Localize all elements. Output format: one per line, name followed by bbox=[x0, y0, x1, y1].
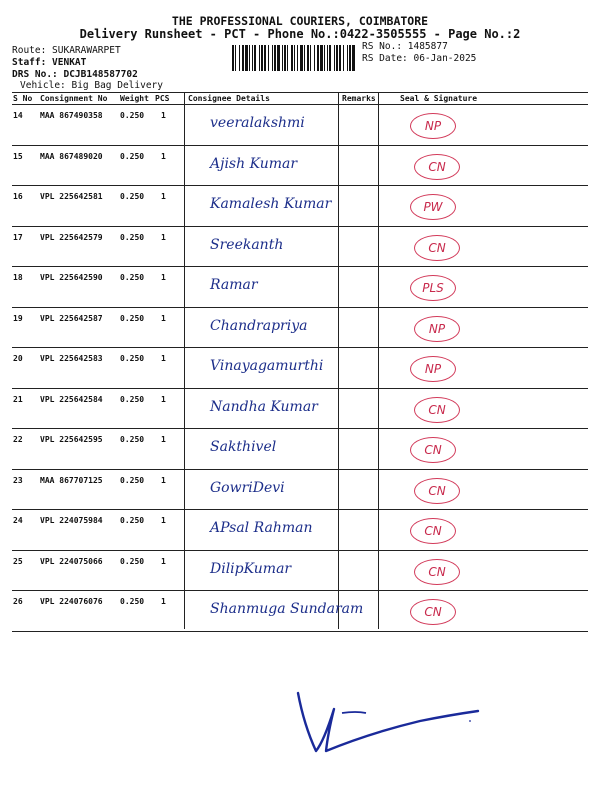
row-weight: 0.250 bbox=[120, 111, 145, 120]
row-divider bbox=[12, 388, 588, 389]
row-seal-mark: CN bbox=[414, 559, 460, 585]
row-weight: 0.250 bbox=[120, 475, 145, 485]
row-pcs: 1 bbox=[161, 597, 166, 606]
row-seal-mark: CN bbox=[414, 235, 460, 261]
row-sno: 16 bbox=[13, 192, 23, 201]
drs-label: DRS No.: DCJB148587702 bbox=[12, 69, 138, 80]
row-consignee-handwritten: veeralakshmi bbox=[210, 115, 305, 131]
table-top-border bbox=[12, 92, 588, 93]
row-consignment-no: VPL 225642583 bbox=[40, 354, 103, 363]
row-seal-mark: PW bbox=[410, 194, 456, 220]
row-weight: 0.250 bbox=[120, 394, 145, 404]
row-sno: 26 bbox=[13, 597, 23, 606]
signature-scribble bbox=[290, 685, 490, 765]
row-seal-mark: PLS bbox=[410, 275, 456, 301]
row-seal-mark: NP bbox=[414, 316, 460, 342]
row-seal-mark: CN bbox=[410, 437, 456, 463]
row-consignee-handwritten: Sreekanth bbox=[210, 236, 284, 253]
row-sno: 17 bbox=[13, 232, 23, 242]
row-consignee-handwritten: APsal Rahman bbox=[210, 520, 313, 536]
row-consignee-handwritten: Vinayagamurthi bbox=[210, 358, 324, 374]
row-consignment-no: VPL 225642581 bbox=[40, 192, 103, 201]
col-divider-remarks bbox=[338, 92, 339, 629]
row-pcs: 1 bbox=[161, 354, 166, 363]
row-weight: 0.250 bbox=[120, 273, 145, 282]
row-consignment-no: VPL 224076076 bbox=[40, 597, 103, 606]
row-consignment-no: VPL 225642590 bbox=[40, 273, 103, 282]
row-pcs: 1 bbox=[161, 516, 166, 525]
col-header-weight: Weight bbox=[120, 94, 149, 103]
row-divider bbox=[12, 590, 588, 591]
row-sno: 20 bbox=[13, 354, 23, 363]
row-weight: 0.250 bbox=[120, 151, 145, 161]
row-divider bbox=[12, 631, 588, 632]
row-consignment-no: VPL 224075066 bbox=[40, 556, 103, 566]
vehicle-label: Vehicle: Big Bag Delivery bbox=[20, 80, 163, 91]
row-seal-mark: NP bbox=[410, 356, 456, 382]
rs-number: RS No.: 1485877 bbox=[362, 41, 448, 52]
row-weight: 0.250 bbox=[120, 354, 145, 363]
col-divider-seal bbox=[378, 92, 379, 629]
row-sno: 24 bbox=[13, 516, 23, 525]
row-pcs: 1 bbox=[161, 435, 166, 444]
col-header-consignee: Consignee Details bbox=[188, 94, 270, 103]
row-consignment-no: VPL 225642579 bbox=[40, 232, 103, 242]
row-divider bbox=[12, 145, 588, 146]
row-weight: 0.250 bbox=[120, 556, 145, 566]
row-sno: 15 bbox=[13, 151, 23, 161]
row-seal-mark: CN bbox=[414, 478, 460, 504]
row-pcs: 1 bbox=[161, 273, 166, 282]
row-divider bbox=[12, 469, 588, 470]
barcode-image bbox=[232, 45, 356, 71]
row-consignee-handwritten: Sakthivel bbox=[210, 439, 277, 455]
row-sno: 22 bbox=[13, 435, 23, 444]
row-pcs: 1 bbox=[161, 151, 166, 161]
row-weight: 0.250 bbox=[120, 232, 145, 242]
row-sno: 19 bbox=[13, 313, 23, 323]
row-divider bbox=[12, 347, 588, 348]
row-seal-mark: NP bbox=[410, 113, 456, 139]
col-header-sno: S No bbox=[13, 94, 33, 103]
row-divider bbox=[12, 266, 588, 267]
row-consignment-no: VPL 225642584 bbox=[40, 394, 103, 404]
row-weight: 0.250 bbox=[120, 313, 145, 323]
row-sno: 14 bbox=[13, 111, 23, 120]
row-divider bbox=[12, 226, 588, 227]
row-divider bbox=[12, 185, 588, 186]
row-pcs: 1 bbox=[161, 394, 166, 404]
row-divider bbox=[12, 509, 588, 510]
row-consignee-handwritten: Chandrapriya bbox=[210, 317, 308, 334]
row-weight: 0.250 bbox=[120, 597, 145, 606]
row-seal-mark: CN bbox=[414, 154, 460, 180]
col-header-pcs: PCS bbox=[155, 94, 170, 103]
row-consignment-no: VPL 225642595 bbox=[40, 435, 103, 444]
row-pcs: 1 bbox=[161, 313, 166, 323]
row-weight: 0.250 bbox=[120, 435, 145, 444]
row-consignment-no: MAA 867707125 bbox=[40, 475, 103, 485]
row-divider bbox=[12, 550, 588, 551]
row-sno: 23 bbox=[13, 475, 23, 485]
row-consignment-no: VPL 224075984 bbox=[40, 516, 103, 525]
row-consignee-handwritten: Kamalesh Kumar bbox=[210, 196, 332, 212]
col-divider-consignee bbox=[184, 92, 185, 629]
row-pcs: 1 bbox=[161, 556, 166, 566]
row-sno: 25 bbox=[13, 556, 23, 566]
row-sno: 21 bbox=[13, 394, 23, 404]
row-pcs: 1 bbox=[161, 111, 166, 120]
row-consignee-handwritten: Nandha Kumar bbox=[210, 398, 318, 415]
row-consignment-no: MAA 867489020 bbox=[40, 151, 103, 161]
row-pcs: 1 bbox=[161, 475, 166, 485]
row-sno: 18 bbox=[13, 273, 23, 282]
col-header-remarks: Remarks bbox=[342, 94, 376, 103]
staff-label: Staff: VENKAT bbox=[12, 57, 87, 68]
runsheet-subtitle: Delivery Runsheet - PCT - Phone No.:0422-3505555 - Page No.:2 bbox=[79, 27, 521, 41]
company-title: THE PROFESSIONAL COURIERS, COIMBATORE bbox=[171, 14, 429, 28]
row-divider bbox=[12, 307, 588, 308]
row-divider bbox=[12, 428, 588, 429]
col-header-consignment: Consignment No bbox=[40, 94, 108, 103]
row-pcs: 1 bbox=[161, 192, 166, 201]
route-label: Route: SUKARAWARPET bbox=[12, 45, 121, 56]
row-consignee-handwritten: GowriDevi bbox=[210, 479, 285, 496]
row-seal-mark: CN bbox=[410, 599, 456, 625]
row-weight: 0.250 bbox=[120, 192, 145, 201]
row-consignee-handwritten: DilipKumar bbox=[210, 560, 292, 577]
row-pcs: 1 bbox=[161, 232, 166, 242]
row-consignment-no: MAA 867490358 bbox=[40, 111, 103, 120]
row-consignee-handwritten: Ajish Kumar bbox=[210, 155, 298, 172]
row-consignee-handwritten: Ramar bbox=[210, 277, 258, 293]
row-consignment-no: VPL 225642587 bbox=[40, 313, 103, 323]
row-seal-mark: CN bbox=[410, 518, 456, 544]
row-weight: 0.250 bbox=[120, 516, 145, 525]
rs-date: RS Date: 06-Jan-2025 bbox=[362, 53, 477, 64]
row-seal-mark: CN bbox=[414, 397, 460, 423]
row-consignee-handwritten: Shanmuga Sundaram bbox=[210, 601, 364, 617]
col-header-seal: Seal & Signature bbox=[400, 94, 478, 103]
table-header-border bbox=[12, 104, 588, 105]
